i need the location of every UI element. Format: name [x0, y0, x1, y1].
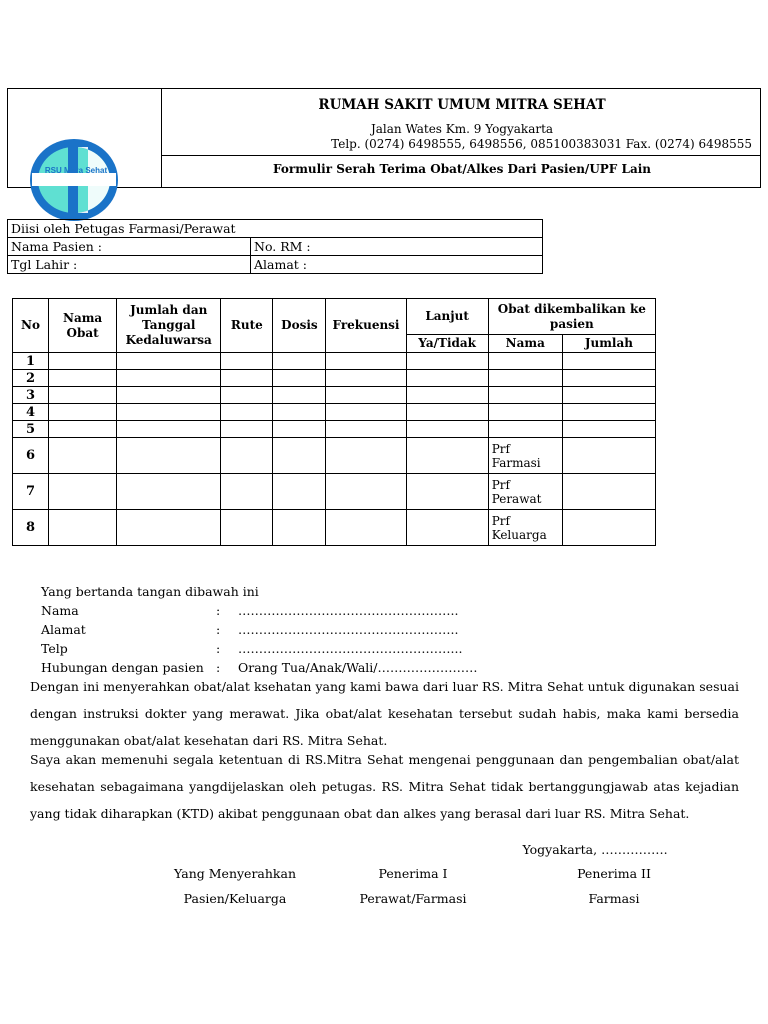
table-cell[interactable]: [326, 387, 406, 404]
table-cell[interactable]: [117, 404, 221, 421]
table-cell[interactable]: [273, 353, 326, 370]
giver-title: Yang Menyerahkan: [173, 866, 297, 881]
place-date: Yogyakarta, …………….: [522, 842, 668, 857]
returned-name-cell[interactable]: [488, 353, 562, 370]
hospital-logo: [28, 137, 120, 223]
col-returned: Obat dikembalikan ke pasien: [488, 299, 655, 335]
returned-qty-cell[interactable]: [562, 370, 655, 387]
row-number: 2: [13, 370, 49, 387]
table-cell[interactable]: [273, 370, 326, 387]
declaration-field-colon: :: [216, 603, 221, 618]
table-row: [13, 421, 656, 438]
hospital-name: RUMAH SAKIT UMUM MITRA SEHAT: [318, 97, 606, 113]
table-row: [13, 438, 656, 474]
declaration-field-value[interactable]: Orang Tua/Anak/Wali/……………………: [238, 660, 478, 675]
returned-qty-cell[interactable]: [562, 510, 655, 546]
table-cell[interactable]: [117, 370, 221, 387]
table-cell[interactable]: [117, 510, 221, 546]
dob-field[interactable]: Tgl Lahir :: [8, 256, 251, 274]
table-row: [13, 370, 656, 387]
row-number: 8: [13, 510, 49, 546]
table-cell[interactable]: [273, 404, 326, 421]
col-drug-name: Nama Obat: [49, 299, 117, 353]
col-continue: Lanjut: [406, 299, 488, 335]
table-cell[interactable]: [117, 438, 221, 474]
declaration-field-label: Nama: [41, 603, 79, 618]
table-cell[interactable]: [273, 421, 326, 438]
declaration-intro: Yang bertanda tangan dibawah ini: [41, 584, 259, 599]
table-row: [13, 353, 656, 370]
rm-number-field[interactable]: No. RM :: [251, 238, 543, 256]
receiver2-title: Penerima II: [577, 866, 651, 881]
col-returned-name: Nama: [488, 335, 562, 353]
returned-qty-cell[interactable]: [562, 421, 655, 438]
col-route: Rute: [221, 299, 273, 353]
declaration-field-value[interactable]: ……………………………………………..: [238, 603, 459, 618]
table-cell[interactable]: [117, 421, 221, 438]
table-cell[interactable]: [326, 404, 406, 421]
receiver2-subtitle: Farmasi: [588, 891, 640, 906]
receiver1-subtitle: Perawat/Farmasi: [359, 891, 467, 906]
table-cell[interactable]: [221, 404, 273, 421]
col-dose: Dosis: [273, 299, 326, 353]
address-field[interactable]: Alamat :: [251, 256, 543, 274]
row-number: 7: [13, 474, 49, 510]
table-cell[interactable]: [326, 353, 406, 370]
row-number: 3: [13, 387, 49, 404]
returned-name-cell[interactable]: Prf Perawat: [488, 474, 562, 510]
col-returned-qty: Jumlah: [562, 335, 655, 353]
medication-table: [12, 298, 656, 546]
table-cell[interactable]: [406, 353, 488, 370]
logo-cell: [8, 89, 162, 187]
col-continue-yes-no: Ya/Tidak: [406, 335, 488, 353]
giver-subtitle: Pasien/Keluarga: [183, 891, 287, 906]
table-cell[interactable]: [49, 474, 117, 510]
table-cell[interactable]: [221, 510, 273, 546]
declaration-field-value[interactable]: ……………………………………………..: [238, 622, 459, 637]
row-number: 4: [13, 404, 49, 421]
table-cell[interactable]: [406, 510, 488, 546]
row-number: 5: [13, 421, 49, 438]
returned-name-cell[interactable]: Prf Keluarga: [488, 510, 562, 546]
table-cell[interactable]: [406, 387, 488, 404]
table-cell[interactable]: [49, 404, 117, 421]
returned-qty-cell[interactable]: [562, 404, 655, 421]
hospital-address: Jalan Wates Km. 9 Yogyakarta: [370, 122, 554, 136]
table-cell[interactable]: [326, 510, 406, 546]
table-cell[interactable]: [49, 370, 117, 387]
patient-info-table: [7, 219, 543, 274]
returned-name-cell[interactable]: [488, 404, 562, 421]
declaration-field-colon: :: [216, 641, 221, 656]
returned-qty-cell[interactable]: [562, 474, 655, 510]
filled-by-note: Diisi oleh Petugas Farmasi/Perawat: [8, 220, 543, 238]
declaration-field-value[interactable]: ……………………………………………...: [238, 641, 463, 656]
table-cell[interactable]: [406, 438, 488, 474]
col-frequency: Frekuensi: [326, 299, 406, 353]
table-row: [13, 474, 656, 510]
table-row: [13, 404, 656, 421]
col-qty-expiry: Jumlah dan Tanggal Kedaluwarsa: [117, 299, 221, 353]
table-cell[interactable]: [49, 387, 117, 404]
table-cell[interactable]: [221, 438, 273, 474]
declaration-field-colon: :: [216, 660, 221, 675]
returned-name-cell[interactable]: [488, 387, 562, 404]
declaration-field-colon: :: [216, 622, 221, 637]
row-number: 1: [13, 353, 49, 370]
table-cell[interactable]: [273, 387, 326, 404]
table-cell[interactable]: [273, 510, 326, 546]
table-cell[interactable]: [221, 474, 273, 510]
table-cell[interactable]: [273, 438, 326, 474]
table-cell[interactable]: [326, 421, 406, 438]
logo-text: RSU Mitra Sehat: [44, 166, 108, 175]
table-cell[interactable]: [406, 370, 488, 387]
col-no: No: [13, 299, 49, 353]
returned-qty-cell[interactable]: [562, 438, 655, 474]
form-title: Formulir Serah Terima Obat/Alkes Dari Pasien/UPF Lain: [273, 162, 651, 176]
declaration-field-label: Hubungan dengan pasien: [41, 660, 204, 675]
patient-name-field[interactable]: Nama Pasien :: [8, 238, 251, 256]
table-cell[interactable]: [326, 474, 406, 510]
table-cell[interactable]: [221, 353, 273, 370]
hospital-telephone: Telp. (0274) 6498555, 6498556, 085100383031 Fax. (0274) 6498555: [331, 137, 752, 151]
table-cell[interactable]: [49, 353, 117, 370]
declaration-paragraph-2: Saya akan memenuhi segala ketentuan di RS.Mitra Sehat mengenai penggunaan dan pengembalian obat/alat kesehatan sebagaimana yangdijelaskan oleh petugas. RS. Mitra Sehat tidak bertanggungjawab atas kejadian yang tidak diharapkan (KTD) akibat penggunaan obat dan alkes yang berasal dari luar RS. Mitra Sehat.: [30, 752, 739, 821]
row-number: 6: [13, 438, 49, 474]
table-cell[interactable]: [406, 421, 488, 438]
table-cell[interactable]: [406, 474, 488, 510]
declaration-field-label: Telp: [41, 641, 68, 656]
table-cell[interactable]: [221, 421, 273, 438]
table-cell[interactable]: [49, 510, 117, 546]
table-row: [13, 387, 656, 404]
letterhead: [7, 88, 761, 188]
table-cell[interactable]: [221, 387, 273, 404]
table-cell[interactable]: [326, 370, 406, 387]
table-cell[interactable]: [117, 474, 221, 510]
table-cell[interactable]: [221, 370, 273, 387]
table-cell[interactable]: [273, 474, 326, 510]
table-cell[interactable]: [49, 438, 117, 474]
returned-qty-cell[interactable]: [562, 353, 655, 370]
table-cell[interactable]: [326, 438, 406, 474]
returned-name-cell[interactable]: [488, 421, 562, 438]
table-cell[interactable]: [49, 421, 117, 438]
declaration-field-label: Alamat: [41, 622, 86, 637]
table-cell[interactable]: [117, 387, 221, 404]
table-cell[interactable]: [406, 404, 488, 421]
returned-qty-cell[interactable]: [562, 387, 655, 404]
table-cell[interactable]: [117, 353, 221, 370]
returned-name-cell[interactable]: Prf Farmasi: [488, 438, 562, 474]
returned-name-cell[interactable]: [488, 370, 562, 387]
receiver1-title: Penerima I: [378, 866, 448, 881]
header-divider: [162, 155, 761, 156]
declaration-paragraph-1: Dengan ini menyerahkan obat/alat ksehatan yang kami bawa dari luar RS. Mitra Sehat untuk digunakan sesuai dengan instruksi dokter yang merawat. Jika obat/alat kesehatan tersebut sudah habis, maka kami bersedia menggunakan obat/alat kesehatan dari RS. Mitra Sehat.: [30, 679, 739, 748]
table-row: [13, 510, 656, 546]
